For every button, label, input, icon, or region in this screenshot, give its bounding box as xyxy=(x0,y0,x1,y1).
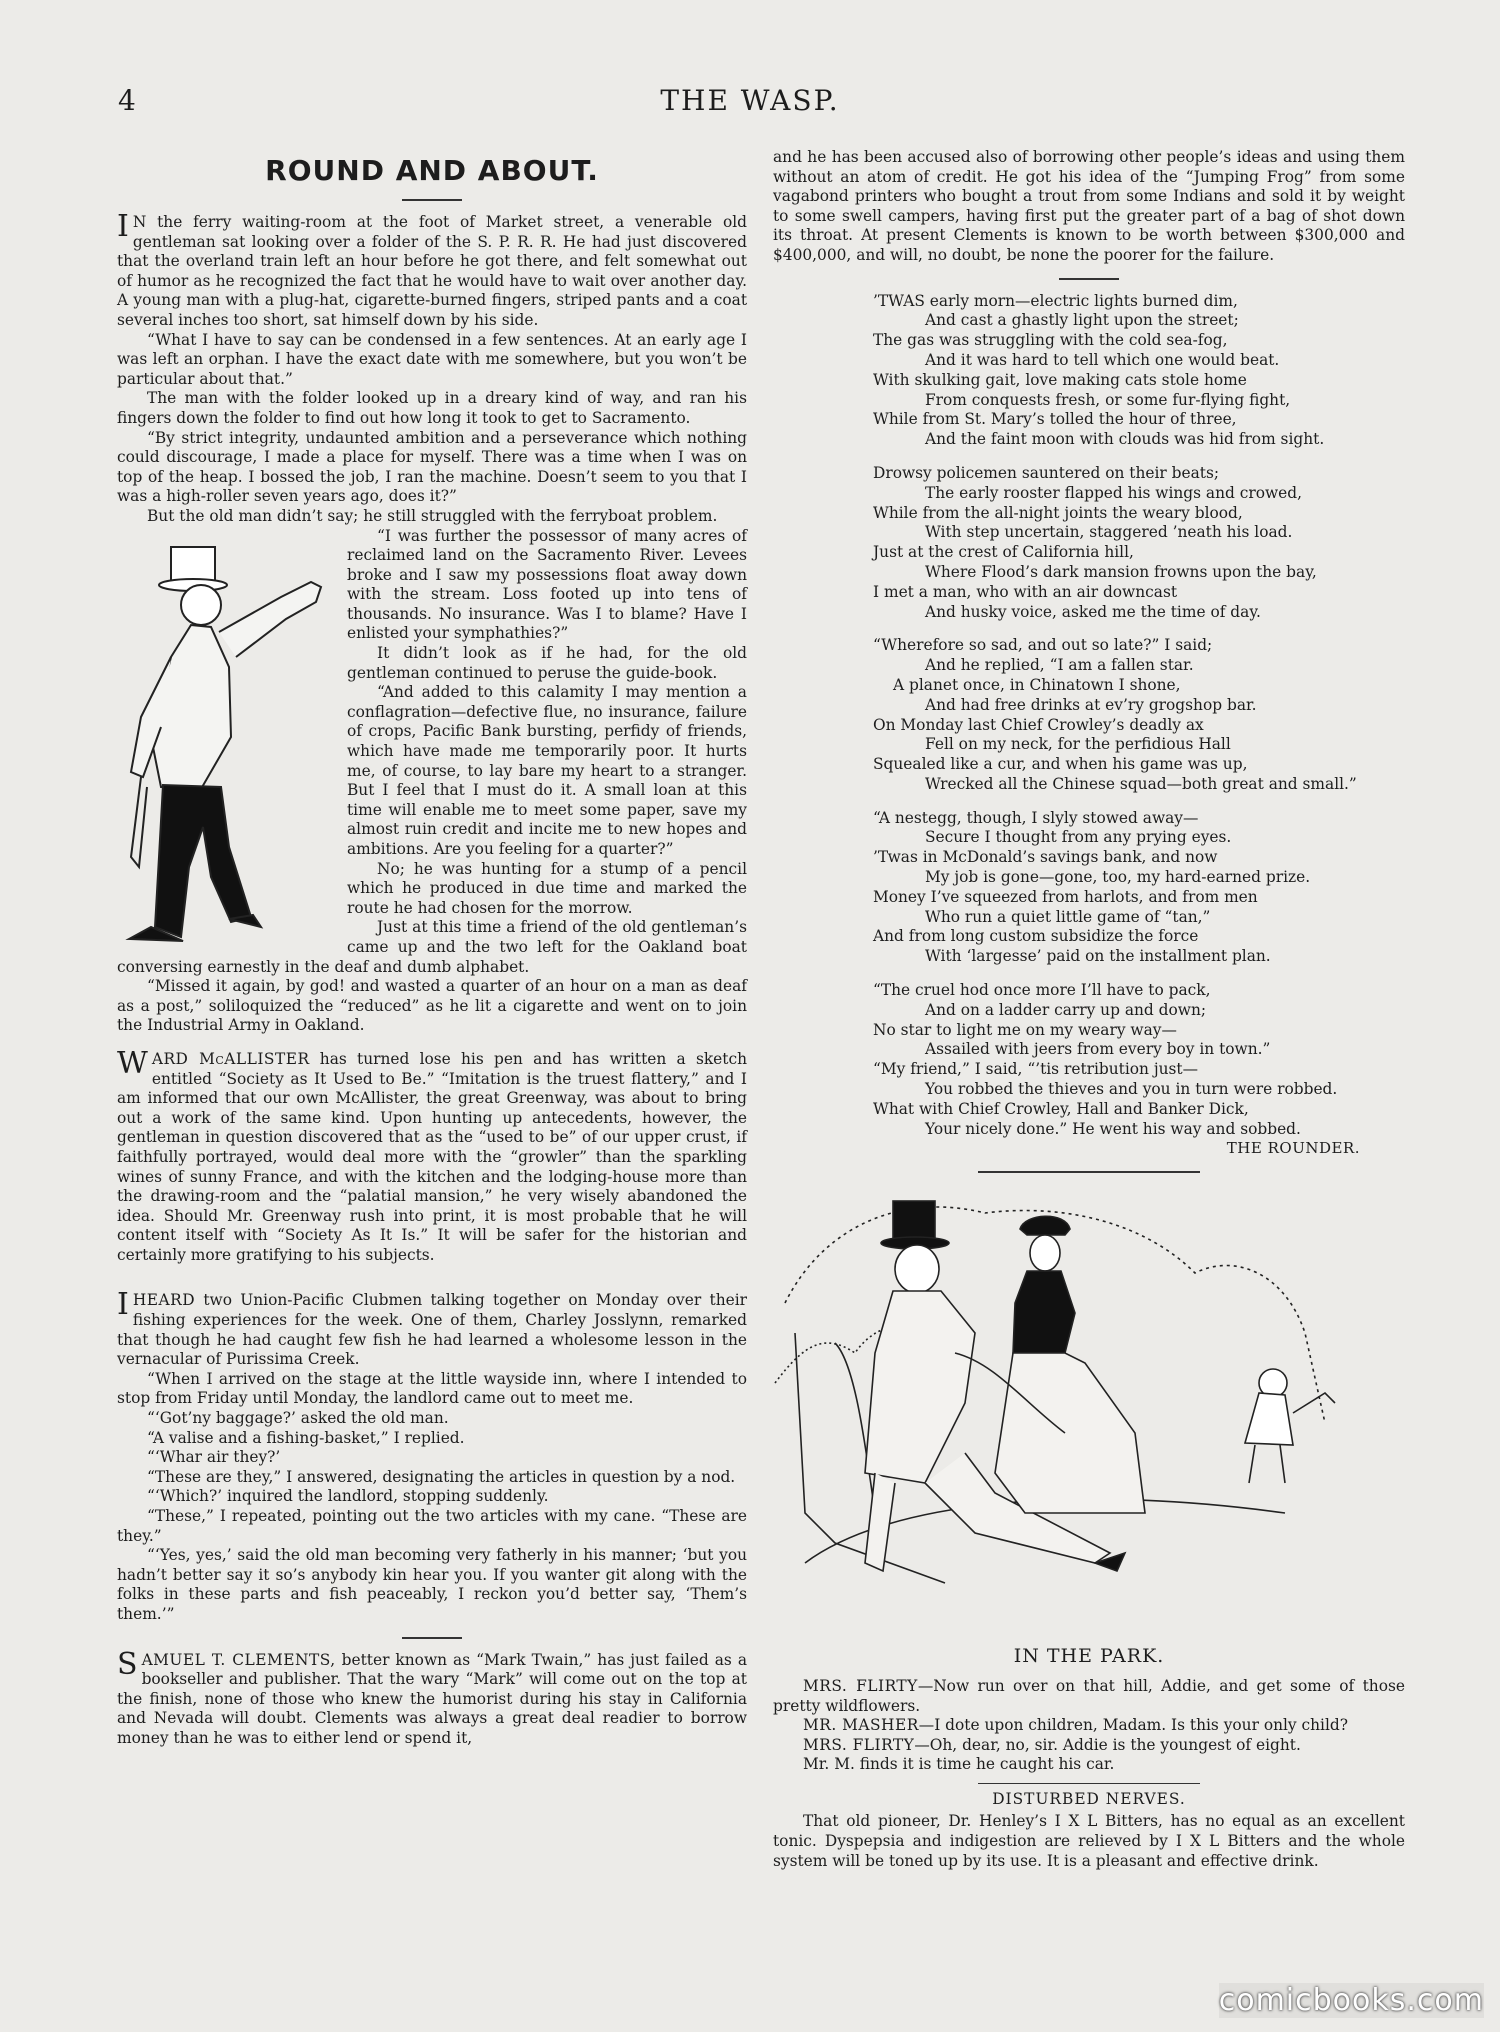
poem-line: And the faint moon with clouds was hid from sight. xyxy=(925,430,1325,449)
poem-line: And had free drinks at ev’ry grogshop bar. xyxy=(925,695,1257,714)
paragraph: two Union-Pacific Clubmen talking together on Monday over their fishing experiences for the week. One of them, Charley Josslynn, remarked that though he had caught few fish he had learned a wholesome lesson in the vernacular of Purissima Creek. xyxy=(117,1291,747,1369)
poem-line: Who run a quiet little game of “tan,” xyxy=(925,907,1211,926)
paragraph: “‘Which?’ inquired the landlord, stopping suddenly. xyxy=(147,1487,549,1506)
poem-line: With ‘largesse’ paid on the installment plan. xyxy=(925,947,1271,966)
poem-line: Wrecked all the Chinese squad—both great and small.” xyxy=(925,774,1357,793)
speaker-name: MRS. FLIRTY xyxy=(803,1735,915,1754)
poem-line: Your nicely done.” He went his way and sobbed. xyxy=(925,1119,1301,1138)
lead-in: ARD McALLISTER xyxy=(151,1049,310,1068)
poem-line: No star to light me on my weary way— xyxy=(873,1020,1177,1039)
paragraph: Just at this time a friend of the old gentleman’s came up and the two left for the Oakland boat conversing earnestly in the deaf and dumb alphabet. xyxy=(117,918,747,976)
poem-line: What with Chief Crowley, Hall and Banker Dick, xyxy=(873,1099,1249,1118)
section-gap xyxy=(117,1265,747,1291)
poem-stanza xyxy=(873,636,1405,794)
paragraph-continued: and he has been accused also of borrowing other people’s ideas and using them without an atom of credit. He got his idea of the “Jumping Frog” from some vagabond printers who bought a trout from some Indians and sold it by weight to some swell campers, having first put the greater part of a bag of shot down its throat. At present Clements is known to be worth between $300,000 and $400,000, and will, no doubt, be none the poorer for the failure. xyxy=(773,148,1405,264)
drop-cap: I xyxy=(117,1287,129,1323)
left-column xyxy=(117,148,747,1749)
poem-line: From conquests fresh, or some fur-flying fight, xyxy=(925,390,1291,409)
poem-line: “Wherefore so sad, and out so late?” I said; xyxy=(873,636,1213,655)
poem-stanza xyxy=(873,292,1405,450)
poem-line: Assailed with jeers from every boy in town.” xyxy=(925,1040,1271,1059)
divider xyxy=(402,1637,462,1639)
speaker-name: MR. MASHER xyxy=(803,1716,919,1735)
divider xyxy=(978,1783,1200,1785)
ad-text: That old pioneer, Dr. Henley’s I X L Bitters, has no equal as an excellent tonic. Dyspepsia and indigestion are relieved by I X L Bitters and the whole system will be toned up by its use. It is a pleasant and effective drink. xyxy=(773,1812,1405,1870)
park-dialog xyxy=(773,1677,1405,1775)
paragraph: It didn’t look as if he had, for the old gentleman continued to peruse the guide-book. xyxy=(347,644,747,682)
poem-line: “A nestegg, though, I slyly stowed away— xyxy=(873,808,1199,827)
paragraph: “‘Got’ny baggage?’ asked the old man. xyxy=(147,1409,449,1428)
section-clements xyxy=(117,1646,747,1749)
poem-line: I met a man, who with an air downcast xyxy=(873,582,1178,601)
divider xyxy=(1059,278,1119,280)
poem-line: And cast a ghastly light upon the street; xyxy=(925,311,1239,330)
paragraph: “I was further the possessor of many acres of reclaimed land on the Sacramento River. Levees broke and I saw my possessions float away down with the stream. Loss footed up into tens of thousands. No insurance. Was I to blame? Have I enlisted your symphathies?” xyxy=(347,526,747,643)
in-the-park-illustration xyxy=(765,1183,1405,1633)
section-mcallister xyxy=(117,1045,747,1266)
article-title: ROUND AND ABOUT. xyxy=(265,154,599,187)
poem-line: The gas was struggling with the cold sea-fog, xyxy=(873,331,1228,350)
paragraph: No; he was hunting for a stump of a pencil which he produced in due time and marked the route he had chosen for the morrow. xyxy=(347,859,747,917)
paragraph: The man with the folder looked up in a dreary kind of way, and ran his fingers down the folder to find out how long it took to get to Sacramento. xyxy=(117,389,747,427)
poem-line: My job is gone—gone, too, my hard-earned prize. xyxy=(925,868,1311,887)
paragraph: “A valise and a fishing-basket,” I replied. xyxy=(147,1428,465,1447)
paragraph: “These are they,” I answered, designating the articles in question by a nod. xyxy=(147,1467,736,1486)
paragraph: But the old man didn’t say; he still struggled with the ferryboat problem. xyxy=(147,506,718,525)
poem-line: Money I’ve squeezed from harlots, and from men xyxy=(873,887,1258,906)
poem-line: “The cruel hod once more I’ll have to pack, xyxy=(873,981,1211,1000)
masthead: THE WASP. xyxy=(660,84,840,117)
divider xyxy=(978,1171,1200,1173)
paragraph: “‘Yes, yes,’ said the old man becoming very fatherly in his manner; ‘but you hadn’t better say it so’s anybody kin hear you. If you wanter git along with the folks in these parts and fish peaceably, I reckon you’d better say, ‘Them’s them.’” xyxy=(117,1546,747,1623)
paragraph: has turned lose his pen and has written a sketch entitled “Society as It Used to Be.” “Imitation is the truest flattery,” and I am informed that our own McAllister, the great Greenway, was about to bring out a work of the same kind. Upon hunting up antecedents, however, the gentleman in question discovered that as the “used to be” of our upper crust, if faithfully portrayed, would deal more with the “growler” than the sparkling wines of sunny France, and with the kitchen and the lodging-house more than the drawing-room and the “palatial mansion,” he very wisely abandoned the idea. Should Mr. Greenway rush into print, it is most probable that he will content itself with “Society As It Is.” It will be safer for the historian and certainly more gratifying to his subjects. xyxy=(117,1049,747,1264)
dialog-line: —Oh, dear, no, sir. Addie is the youngest of eight. xyxy=(914,1735,1301,1754)
poem-line: With skulking gait, love making cats stole home xyxy=(873,370,1247,389)
poem-line: A planet once, in Chinatown I shone, xyxy=(893,675,1181,694)
poem-line: Just at the crest of California hill, xyxy=(873,543,1134,562)
drop-cap: W xyxy=(117,1045,148,1081)
lead-in: HEARD xyxy=(132,1291,196,1310)
poem-line: Fell on my neck, for the perfidious Hall xyxy=(925,735,1231,754)
divider xyxy=(402,199,462,201)
poem-stanza xyxy=(873,981,1405,1139)
poem-line: And husky voice, asked me the time of day. xyxy=(925,602,1261,621)
poem-line: Squealed like a cur, and when his game was up, xyxy=(873,755,1248,774)
paragraph: “And added to this calamity I may mention a conflagration—defective flue, no insurance, failure of crops, Pacific Bank bursting, perfidy of friends, which have made me temporarily poor. It hurts me, of course, to lay bare my heart to a stranger. But I feel that I must do it. A small loan at this time will enable me to meet some paper, save my almost ruin credit and incite me to new hopes and ambitions. Are you feeling for a quarter?” xyxy=(347,683,747,858)
poem-line: Drowsy policemen sauntered on their beats; xyxy=(873,463,1220,482)
dialog-line: —I dote upon children, Madam. Is this your only child? xyxy=(918,1716,1348,1735)
ad-heading: DISTURBED NERVES. xyxy=(992,1790,1186,1809)
top-hat-man-illustration xyxy=(111,527,339,957)
paragraph: N the ferry waiting-room at the foot of Market street, a venerable old gentleman sat looking over a folder of the S. P. R. R. He had just discovered that the overland train left an hour before he got there, and felt somewhat out of humor as he recognized the fact that he would have to wait over another day. A young man with a plug-hat, cigarette-burned fingers, striped pants and a coat several inches too short, sat himself down by his side. xyxy=(117,213,747,329)
poem-line: Secure I thought from any prying eyes. xyxy=(925,828,1232,847)
lead-in: AMUEL T. CLEMENTS, xyxy=(141,1650,336,1669)
poem-line: While from St. Mary’s tolled the hour of three, xyxy=(873,410,1237,429)
poem xyxy=(773,292,1405,1140)
page-number: 4 xyxy=(118,84,136,117)
dialog-line: —Now run over on that hill, Addie, and get some of those pretty wildflowers. xyxy=(773,1676,1405,1715)
page-header xyxy=(0,84,1500,124)
watermark: comicbooks.com xyxy=(1218,1983,1484,2018)
paragraph: better known as “Mark Twain,” has just failed as a bookseller and publisher. That the wary “Mark” will come out on the top at the finish, none of those who knew the humorist during his stay in California and Nevada will doubt. Clements was always a great deal readier to borrow money than he was to either lend or spend it, xyxy=(117,1650,747,1747)
poem-line: Where Flood’s dark mansion frowns upon the bay, xyxy=(925,562,1317,581)
poem-stanza xyxy=(873,464,1405,622)
drop-cap: S xyxy=(117,1646,138,1682)
paragraph: “‘Whar air they?’ xyxy=(147,1448,281,1467)
section-ferry xyxy=(117,209,747,1036)
dialog-line: Mr. M. finds it is time he caught his car. xyxy=(803,1755,1115,1774)
poem-line: And on a ladder carry up and down; xyxy=(925,1000,1207,1019)
poem-stanza xyxy=(873,809,1405,967)
poem-line: And it was hard to tell which one would beat. xyxy=(925,350,1280,369)
poem-line: ’Twas in McDonald’s savings bank, and now xyxy=(873,848,1218,867)
paragraph: “When I arrived on the stage at the little wayside inn, where I intended to stop from Friday until Monday, the landlord came out to meet me. xyxy=(117,1369,747,1408)
poem-line: And from long custom subsidize the force xyxy=(873,927,1199,946)
paragraph: “Missed it again, by god! and wasted a quarter of an hour on a man as deaf as a post,” soliloquized the “reduced” as he lit a cigarette and went on to join the Industrial Army in Oakland. xyxy=(117,977,747,1035)
poem-line: With step uncertain, staggered ’neath his load. xyxy=(925,523,1293,542)
poem-line: ’TWAS early morn—electric lights burned dim, xyxy=(873,291,1238,310)
speaker-name: MRS. FLIRTY xyxy=(803,1676,918,1695)
section-clubmen xyxy=(117,1287,747,1624)
paragraph: “By strict integrity, undaunted ambition and a perseverance which nothing could discourage, I made a place for myself. There was a time when I was on top of the heap. I bossed the job, I ran the machine. Doesn’t seem to you that I was a high-roller seven years ago, does it?” xyxy=(117,428,747,506)
poem-line: While from the all-night joints the weary blood, xyxy=(873,503,1243,522)
poem-signature: THE ROUNDER. xyxy=(1226,1139,1360,1158)
paragraph: “These,” I repeated, pointing out the two articles with my cane. “These are they.” xyxy=(117,1507,747,1545)
poem-line: “My friend,” I said, “’tis retribution just— xyxy=(873,1060,1199,1079)
poem-line: On Monday last Chief Crowley’s deadly ax xyxy=(873,715,1204,734)
drop-cap: I xyxy=(117,209,129,244)
paragraph: “What I have to say can be condensed in a few sentences. At an early age I was left an orphan. I have the exact date with me somewhere, but you won’t be particular about that.” xyxy=(117,330,747,388)
illustration-caption: IN THE PARK. xyxy=(1013,1644,1165,1667)
poem-line: The early rooster flapped his wings and crowed, xyxy=(925,483,1303,502)
poem-line: And he replied, “I am a fallen star. xyxy=(925,656,1194,675)
poem-line: You robbed the thieves and you in turn were robbed. xyxy=(925,1080,1338,1099)
right-column xyxy=(773,148,1405,1871)
